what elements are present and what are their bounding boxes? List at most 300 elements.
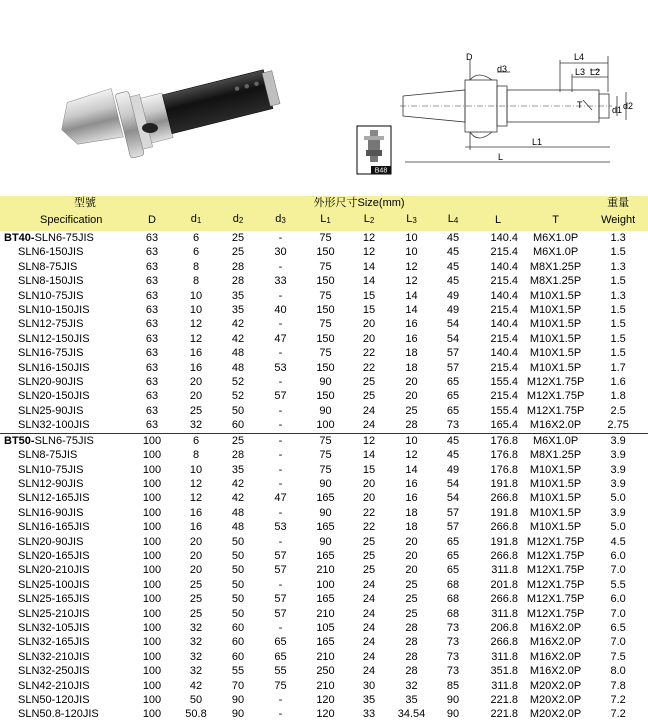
cell-spec: SLN12-75JIS <box>18 318 84 331</box>
cell-value: 165 <box>316 549 335 562</box>
cell-value: 10 <box>189 304 203 317</box>
header-col-d3: $d_3$ <box>258 210 303 231</box>
cell-value: 25 <box>362 390 376 403</box>
cell-value: M12X1.75P <box>526 535 585 548</box>
cell-value: 60 <box>231 419 245 432</box>
cell-value: 176.8 <box>490 449 518 462</box>
cell-value: M12X1.75P <box>526 578 585 591</box>
cell-value: 42 <box>231 318 245 331</box>
group-prefix: BT40- <box>4 232 35 244</box>
cell-value: 7.0 <box>610 636 626 649</box>
cell-value: 32 <box>405 679 418 692</box>
cell-value: 100 <box>142 506 162 519</box>
table-row <box>0 448 648 462</box>
cell-value: 20 <box>362 332 376 345</box>
cell-value: 150 <box>316 246 335 259</box>
cell-spec: SLN32-210JIS <box>18 650 90 663</box>
cell-value: 150 <box>316 332 335 345</box>
cell-spec: BT40-SLN6-75JIS <box>4 232 94 244</box>
dim-label-L1: L1 <box>532 137 543 147</box>
cell-value: 12 <box>189 318 203 331</box>
cell-value: 201.8 <box>490 578 518 591</box>
cell-value: 63 <box>145 304 159 317</box>
cell-value: 165 <box>316 521 335 534</box>
cell-value: 215.4 <box>490 304 518 317</box>
cell-spec: SLN42-210JIS <box>18 679 90 692</box>
cell-value: 215.4 <box>490 246 518 259</box>
cell-value: - <box>278 318 283 331</box>
cell-value: 75 <box>319 260 332 273</box>
cell-value: 18 <box>405 506 418 519</box>
cell-value: 4.5 <box>610 535 626 548</box>
cell-value: 75 <box>319 232 332 244</box>
cell-value: 100 <box>142 521 162 534</box>
cell-value: 25 <box>405 578 418 591</box>
table-row <box>0 346 648 360</box>
cell-value: 266.8 <box>490 521 518 534</box>
cell-value: 176.8 <box>473 433 523 448</box>
cell-value: - <box>278 578 283 591</box>
cell-value: 57 <box>274 549 287 562</box>
cell-value: M8X1.25P <box>529 260 582 273</box>
cell-value: 33 <box>274 275 287 288</box>
cell-value: 90 <box>319 376 332 389</box>
cell-value: 1.3 <box>610 289 626 302</box>
cell-spec: SLN16-75JIS <box>18 347 84 360</box>
cell-value: 165 <box>316 636 335 649</box>
cell-value: 14 <box>405 289 418 302</box>
cell-value: 1.3 <box>610 260 626 273</box>
cell-value: 5.0 <box>610 521 626 534</box>
cell-spec: SLN25-90JIS <box>18 404 84 417</box>
cell-value: M12X1.75P <box>526 607 585 620</box>
cell-spec: SLN20-90JIS <box>18 535 84 548</box>
cell-value: 73 <box>446 621 460 634</box>
cell-spec: SLN20-150JIS <box>18 390 90 403</box>
cell-value: 20 <box>189 390 203 403</box>
cell-value: 48 <box>231 361 245 374</box>
cell-value: 12 <box>348 433 390 448</box>
cell-value: 100 <box>142 679 162 692</box>
cell-value: 65 <box>274 636 287 649</box>
cell-spec: SLN10-75JIS <box>18 463 84 476</box>
cell-value: 215.4 <box>490 275 518 288</box>
cell-value: 215.4 <box>490 361 518 374</box>
cell-value: 176.8 <box>490 463 518 476</box>
cell-value: 24 <box>362 621 376 634</box>
cell-value: 28 <box>231 260 245 273</box>
cell-value: 49 <box>446 289 460 302</box>
cell-value: 73 <box>446 665 460 678</box>
cell-value: 120 <box>316 694 335 706</box>
cell-value: 34.54 <box>397 708 426 721</box>
cell-value: 32 <box>189 636 203 649</box>
cell-value: 90 <box>319 477 332 490</box>
table-row <box>0 607 648 621</box>
cell-value: 32 <box>189 650 203 663</box>
table-row <box>0 563 648 577</box>
cell-value: 165 <box>316 492 335 505</box>
cell-spec: SLN32-100JIS <box>18 419 90 432</box>
cell-value: 5.5 <box>610 578 626 591</box>
table-row <box>0 463 648 477</box>
cell-spec: SLN12-150JIS <box>18 332 90 345</box>
cell-value: M10X1.5P <box>529 347 582 360</box>
cell-value: 32 <box>189 621 203 634</box>
cell-value: 28 <box>405 650 418 663</box>
cell-value: M12X1.75P <box>526 404 585 417</box>
cell-value: 221.8 <box>490 708 518 721</box>
cell-value: 1.5 <box>610 275 626 288</box>
cell-value: M12X1.75P <box>526 549 585 562</box>
cell-value: 100 <box>142 621 162 634</box>
cell-value: 42 <box>231 492 245 505</box>
cell-value: - <box>278 376 283 389</box>
cell-value: 100 <box>130 433 174 448</box>
cell-value: 24 <box>362 636 376 649</box>
cell-value: M10X1.5P <box>529 304 582 317</box>
cell-value: 65 <box>446 404 460 417</box>
cell-value: 50 <box>231 404 245 417</box>
cell-value: 8 <box>192 449 200 462</box>
table-row <box>0 592 648 606</box>
cell-value: 16 <box>189 521 203 534</box>
cell-value: 12 <box>362 232 376 244</box>
cell-value: M10X1.5P <box>529 463 582 476</box>
cell-value: 50 <box>231 607 245 620</box>
table-row <box>0 274 648 288</box>
cell-value: 100 <box>142 607 162 620</box>
cell-value: 155.4 <box>490 404 518 417</box>
cell-spec: SLN20-165JIS <box>18 549 90 562</box>
cell-value: 32 <box>189 665 203 678</box>
cell-value: 311.8 <box>491 564 518 577</box>
cell-value: 57 <box>274 564 287 577</box>
cell-value: - <box>278 449 283 462</box>
header-weight-en: Weight <box>588 210 648 231</box>
table-row <box>0 245 648 259</box>
cell-value: 45 <box>446 275 460 288</box>
cell-value: 1.8 <box>610 390 626 403</box>
cell-spec: SLN16-165JIS <box>18 521 90 534</box>
cell-value: - <box>278 708 283 721</box>
cell-value: 191.8 <box>490 477 518 490</box>
cell-value: M10X1.5P <box>529 521 582 534</box>
cell-value: 90 <box>319 535 332 548</box>
cell-value: 14 <box>362 260 376 273</box>
table-row <box>0 535 648 549</box>
cell-value: 52 <box>231 390 245 403</box>
cell-value: 100 <box>142 636 162 649</box>
cell-value: M6X1.0P <box>523 433 588 448</box>
cell-spec: SLN25-210JIS <box>18 607 90 620</box>
cell-value: 90 <box>446 694 460 706</box>
cell-value: 63 <box>145 404 159 417</box>
cell-value: 20 <box>189 549 203 562</box>
cell-value: 140.4 <box>490 260 518 273</box>
cell-value: 22 <box>362 506 376 519</box>
tool-holder-figures <box>0 0 648 196</box>
cell-value: 7.0 <box>610 564 626 577</box>
cell-value: 311.8 <box>491 607 518 620</box>
dim-label-d3: d3 <box>497 64 508 74</box>
cell-value: 6.0 <box>610 549 626 562</box>
cell-value: M12X1.75P <box>526 390 585 403</box>
header-col-l2: $L_2$ <box>348 210 390 231</box>
cell-value: 210 <box>316 679 335 692</box>
cell-value: 105 <box>316 621 335 634</box>
cell-value: 12 <box>189 332 203 345</box>
cell-value: 16 <box>405 477 418 490</box>
cell-value: 16 <box>189 347 203 360</box>
cell-value: 266.8 <box>490 593 518 606</box>
cell-value: 60 <box>231 621 245 634</box>
cell-value: 25 <box>362 564 376 577</box>
cell-spec: SLN25-100JIS <box>18 578 90 591</box>
cell-value: M16X2.0P <box>529 650 582 663</box>
cell-value: M6X1.0P <box>532 246 579 259</box>
cell-value: 100 <box>142 578 162 591</box>
cell-value: 55 <box>274 665 287 678</box>
table-row <box>0 332 648 346</box>
cell-value: 63 <box>145 390 159 403</box>
cell-spec: BT50-SLN6-75JIS <box>0 433 130 448</box>
cell-value: 8 <box>192 260 200 273</box>
header-weight-zh: 重量 <box>588 196 648 210</box>
cell-value: 75 <box>319 449 332 462</box>
cell-value: 20 <box>189 564 203 577</box>
cell-value: 55 <box>231 665 245 678</box>
cell-value: 73 <box>446 636 460 649</box>
cell-value: 12 <box>405 449 418 462</box>
cell-value: 45 <box>446 449 460 462</box>
cell-value: - <box>278 535 283 548</box>
table-row <box>0 520 648 534</box>
cell-value: 210 <box>316 607 335 620</box>
cell-value: 6.0 <box>610 593 626 606</box>
cell-value: 63 <box>145 361 159 374</box>
cell-value: M10X1.5P <box>529 492 582 505</box>
cell-value: 57 <box>446 506 460 519</box>
table-row <box>0 231 648 245</box>
cell-value: 100 <box>142 549 162 562</box>
cell-value: 25 <box>189 593 203 606</box>
table-row <box>0 506 648 520</box>
cell-value: 6 <box>174 433 218 448</box>
cell-value: - <box>278 289 283 302</box>
cell-value: M8X1.25P <box>529 275 582 288</box>
cell-value: 25 <box>189 607 203 620</box>
cell-value: 100 <box>316 578 335 591</box>
cell-value: 150 <box>316 361 335 374</box>
cell-value: 20 <box>405 535 418 548</box>
cell-value: 63 <box>145 232 159 244</box>
cell-value: 10 <box>405 232 418 244</box>
cell-value: 100 <box>142 535 162 548</box>
cell-value: 49 <box>446 463 460 476</box>
cell-value: 100 <box>142 477 162 490</box>
header-dims-title: 外形尺寸Size(mm) <box>130 196 588 210</box>
cell-value: - <box>258 433 303 448</box>
cell-value: 49 <box>446 304 460 317</box>
header-col-l: L <box>473 210 523 231</box>
dim-label-L2: L2 <box>590 67 601 77</box>
cell-value: 63 <box>145 376 159 389</box>
cell-value: 14 <box>405 463 418 476</box>
table-row <box>0 664 648 678</box>
cell-value: 63 <box>145 246 159 259</box>
cell-value: 53 <box>274 521 287 534</box>
cell-value: 16 <box>405 492 418 505</box>
cell-value: 100 <box>142 492 162 505</box>
cell-value: 35 <box>362 694 376 706</box>
specification-table <box>0 196 648 722</box>
cell-value: 8 <box>192 275 200 288</box>
cell-value: 16 <box>189 361 203 374</box>
cell-spec: SLN16-150JIS <box>18 361 90 374</box>
cell-value: 68 <box>446 607 460 620</box>
cell-value: 1.7 <box>610 361 626 374</box>
cell-value: 90 <box>231 694 245 706</box>
table-body <box>0 231 648 722</box>
cell-value: 3.9 <box>588 433 648 448</box>
cell-spec: SLN8-75JIS <box>18 449 78 462</box>
cell-value: M6X1.0P <box>532 232 579 244</box>
cell-spec: SLN8-75JIS <box>18 260 78 273</box>
cell-spec: SLN20-210JIS <box>18 564 90 577</box>
cell-value: 191.8 <box>490 506 518 519</box>
cell-value: 22 <box>362 361 376 374</box>
cell-spec: SLN50.8-120JIS <box>18 708 99 721</box>
header-col-l1: $L_1$ <box>303 210 348 231</box>
table-row <box>0 693 648 707</box>
cell-value: 25 <box>362 376 376 389</box>
cell-value: 75 <box>319 463 332 476</box>
cell-value: 70 <box>231 679 245 692</box>
cell-spec: SLN10-150JIS <box>18 304 90 317</box>
cell-value: 35 <box>231 463 245 476</box>
cell-value: 150 <box>316 390 335 403</box>
cell-value: 35 <box>231 304 245 317</box>
cell-value: 266.8 <box>490 549 518 562</box>
cell-value: 100 <box>142 449 162 462</box>
cell-value: 1.5 <box>610 347 626 360</box>
cell-value: 215.4 <box>490 390 518 403</box>
cell-value: 6 <box>192 232 200 244</box>
cell-value: 10 <box>405 246 418 259</box>
cell-value: 100 <box>142 694 162 706</box>
cell-value: 120 <box>316 708 335 721</box>
cell-value: 25 <box>405 404 418 417</box>
cell-value: 30 <box>362 679 376 692</box>
cell-value: 3.9 <box>610 449 626 462</box>
cell-value: 100 <box>142 650 162 663</box>
cell-value: M10X1.5P <box>529 332 582 345</box>
cell-value: 60 <box>231 650 245 663</box>
cell-value: 3.9 <box>610 506 626 519</box>
cell-value: 57 <box>274 390 287 403</box>
cell-value: 15 <box>362 304 376 317</box>
cell-value: 73 <box>446 650 460 663</box>
cell-value: - <box>278 347 283 360</box>
table-row <box>0 317 648 331</box>
cell-value: 54 <box>446 477 460 490</box>
table-row <box>0 491 648 505</box>
cell-value: 63 <box>145 289 159 302</box>
cell-value: - <box>278 477 283 490</box>
cell-value: 45 <box>433 433 473 448</box>
cell-value: 35 <box>405 694 418 706</box>
cell-value: M10X1.5P <box>529 506 582 519</box>
table-row <box>0 578 648 592</box>
cell-value: 28 <box>231 275 245 288</box>
cell-value: 28 <box>405 621 418 634</box>
table-row <box>0 477 648 491</box>
cell-value: 15 <box>362 463 376 476</box>
cell-value: 22 <box>362 521 376 534</box>
table-row <box>0 650 648 664</box>
group-prefix: BT50- <box>4 434 35 447</box>
cell-value: 90 <box>231 708 245 721</box>
cell-value: 54 <box>446 492 460 505</box>
cell-value: 24 <box>362 593 376 606</box>
cell-value: 1.6 <box>610 376 626 389</box>
cell-value: 100 <box>142 708 162 721</box>
cell-value: 63 <box>145 275 159 288</box>
cell-value: 25 <box>218 433 258 448</box>
cell-value: M8X1.25P <box>529 449 582 462</box>
cell-value: 40 <box>274 304 287 317</box>
cell-value: 150 <box>316 275 335 288</box>
cell-value: 20 <box>362 318 376 331</box>
table-row <box>0 375 648 389</box>
cell-spec: SLN8-150JIS <box>18 275 84 288</box>
cell-value: 10 <box>189 289 203 302</box>
cell-value: 42 <box>231 477 245 490</box>
cell-value: 210 <box>316 564 335 577</box>
cell-value: 12 <box>405 275 418 288</box>
table-header <box>0 196 648 231</box>
cell-value: 68 <box>446 578 460 591</box>
figure-area <box>0 0 648 196</box>
cell-value: 14 <box>405 304 418 317</box>
cell-value: 100 <box>142 593 162 606</box>
cell-value: 54 <box>446 318 460 331</box>
cell-value: M16X2.0P <box>529 665 582 678</box>
cell-value: 18 <box>405 521 418 534</box>
cell-value: 33 <box>362 708 376 721</box>
cell-value: 150 <box>316 304 335 317</box>
cell-spec: SLN20-90JIS <box>18 376 84 389</box>
cell-value: 215.4 <box>490 332 518 345</box>
cell-value: 65 <box>446 390 460 403</box>
dim-label-T: T <box>577 100 583 110</box>
dim-label-D: D <box>466 52 473 62</box>
b48-tag: B48 <box>374 167 388 175</box>
cell-value: 6.5 <box>610 621 626 634</box>
table-row <box>0 621 648 635</box>
cell-value: M20X2.0P <box>529 708 582 721</box>
cell-value: 20 <box>405 549 418 562</box>
cell-value: 75 <box>319 289 332 302</box>
cell-value: M12X1.75P <box>526 376 585 389</box>
cell-value: 25 <box>189 578 203 591</box>
cell-spec: SLN32-250JIS <box>18 665 90 678</box>
cell-value: M10X1.5P <box>529 477 582 490</box>
cell-value: 50 <box>231 549 245 562</box>
cell-value: 20 <box>405 564 418 577</box>
cell-value: 63 <box>145 347 159 360</box>
